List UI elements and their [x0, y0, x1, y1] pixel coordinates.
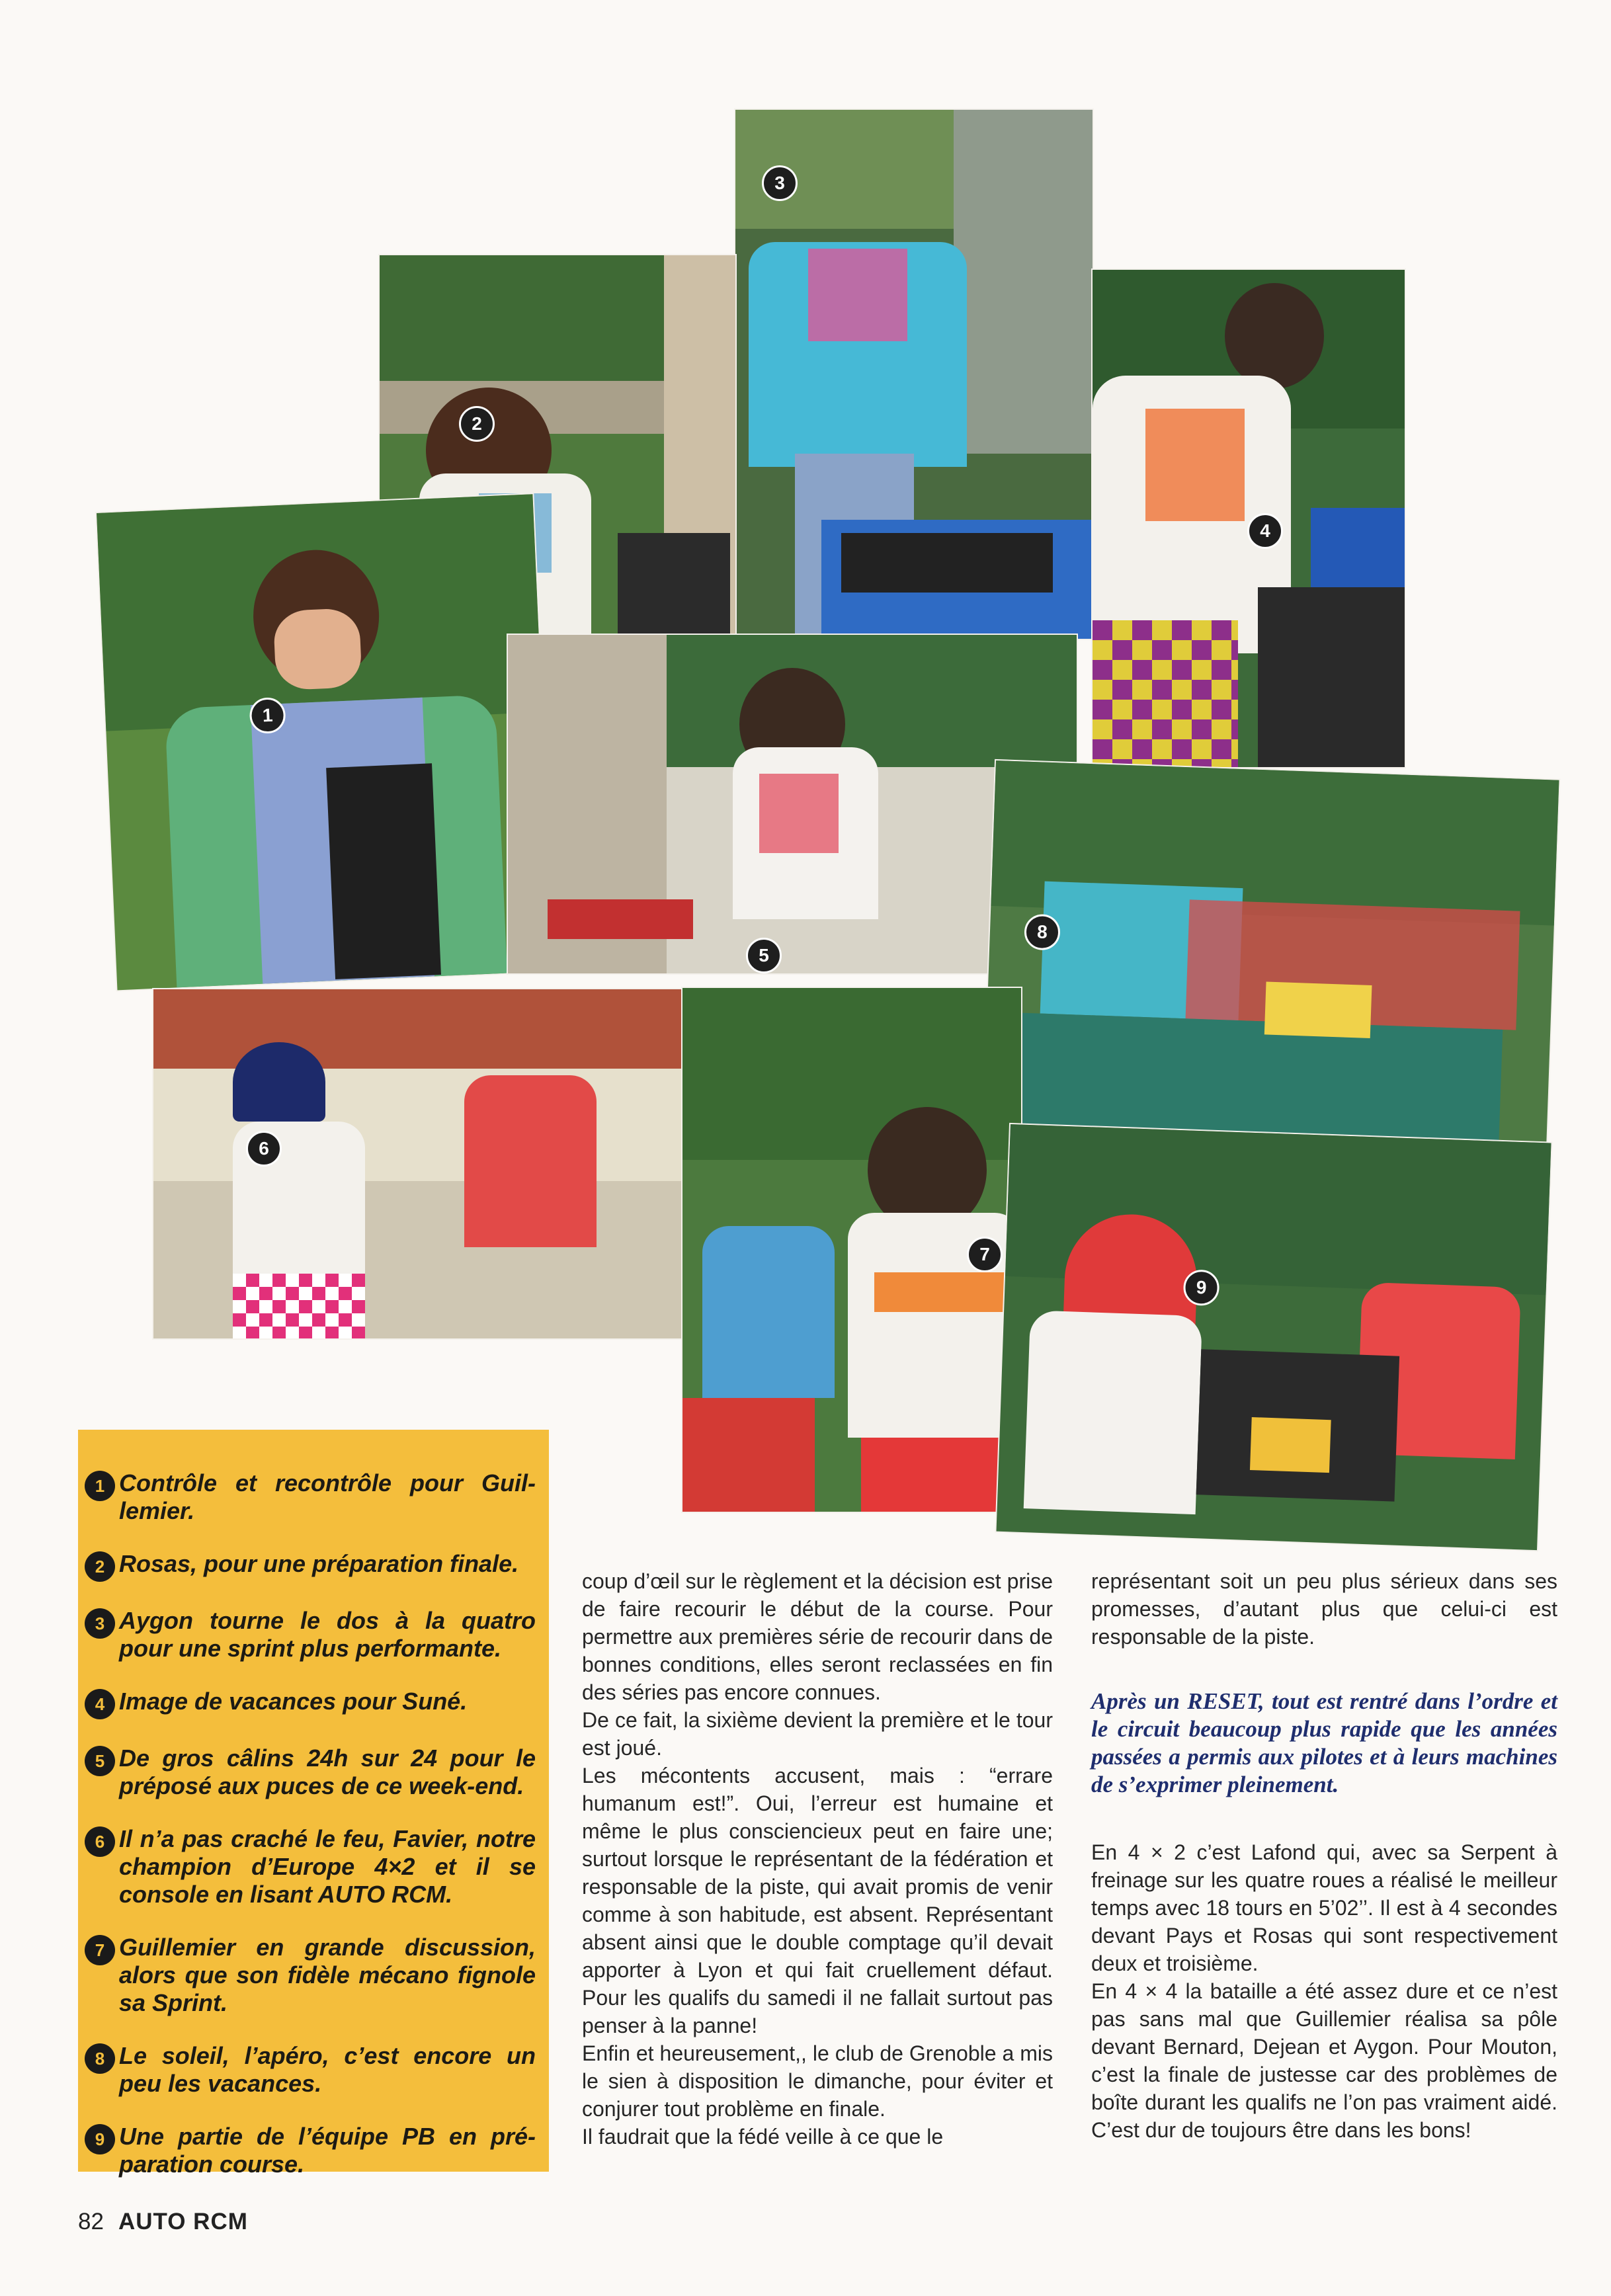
- caption-text: Il n’a pas craché le feu, Favier, notre champion d’Europe 4×2 et il se console en lisant AUTO RCM.: [119, 1825, 536, 1908]
- article-paragraph: Les mécontents accusent, mais : “errare humanum est!”. Oui, l’erreur est humaine et même le plus consciencieux peut en faire une; surtout lorsque le représentant de la fédération et responsable de la piste, qui avait promis de venir comme à son habitude, est absent. Représentant absent ainsi que le double comptage qu’il devait apporter à Lyon et qui fait cruellement défaut. Pour les qualifs du samedi il ne fallait surtout pas penser à la panne!: [582, 1764, 1053, 2037]
- page-footer: [78, 2209, 248, 2235]
- caption-text: Contrôle et recontrôle pour Guillemier.: [119, 1469, 536, 1524]
- caption-7: [85, 1934, 536, 2017]
- caption-5: [85, 1744, 536, 1800]
- photo-number-6: 6: [246, 1131, 282, 1167]
- caption-text: De gros câlins 24h sur 24 pour le préposé aux puces de ce week-end.: [119, 1744, 536, 1799]
- caption-text: Guillemier en grande discussion, alors que son fidèle mécano fignole sa Sprint.: [119, 1934, 536, 2016]
- photo-number-4: 4: [1247, 513, 1283, 549]
- caption-number: 9: [85, 2124, 115, 2154]
- caption-number: 8: [85, 2043, 115, 2074]
- caption-text: Rosas, pour une préparation finale.: [119, 1550, 519, 1577]
- article-paragraph: Il faudrait que la fédé veille à ce que le: [582, 2125, 944, 2149]
- caption-4: [85, 1688, 536, 1719]
- caption-3: [85, 1607, 536, 1662]
- article-paragraph: Enfin et heureusement,, le club de Grenoble a mis le sien à disposition le dimanche, pour éviter et conjurer tout problème en finale.: [582, 2041, 1053, 2121]
- caption-8: [85, 2042, 536, 2098]
- photo-8: [982, 760, 1559, 1176]
- article-paragraph: coup d’œil sur le règlement et la décision est prise de faire recourir le début de la course. Pour permettre aux premières série de recourir dans de bonnes conditions, elles seront reclassées en fin des séries pas encore connues.: [582, 1569, 1053, 1704]
- photo-3: [735, 110, 1093, 639]
- article-paragraph: En 4 × 4 la bataille a été assez dure et ce n’est pas sans mal que Guillemier réalisa sa pôle devant Bernard, Dejean et Aygon. Pour Mouton, c’est la finale de justesse car des problèmes de boîte durant les qualifs ne l’on pas vraiment aidé. C’est dur de toujours être dans les bons!: [1091, 1979, 1557, 2142]
- lead-paragraph: Après un RESET, tout est rentré dans l’ordre et le circuit beaucoup plus rapide que les années passées a permis aux pilotes et à leurs machines de s’exprimer pleinement.: [1091, 1688, 1557, 1797]
- caption-number: 4: [85, 1689, 115, 1719]
- caption-number: 6: [85, 1826, 115, 1857]
- photo-1: [97, 494, 554, 990]
- photo-7: [682, 988, 1021, 1512]
- page-number: 82: [78, 2209, 104, 2234]
- caption-number: 7: [85, 1935, 115, 1965]
- article-column-3: [1091, 1567, 1557, 2144]
- caption-number: 2: [85, 1551, 115, 1582]
- caption-9: [85, 2123, 536, 2178]
- photo-number-8: 8: [1024, 914, 1061, 951]
- article-paragraph: En 4 × 2 c’est Lafond qui, avec sa Serpent à freinage sur les quatre roues a réalisé le meilleur temps avec 18 tours en 5’02’’. Il est à 4 secondes devant Pays et Rosas qui sont respectivement deux et troisième.: [1091, 1840, 1557, 1975]
- photo-4: [1093, 270, 1405, 767]
- caption-text: Le soleil, l’apéro, c’est encore un peu les vacances.: [119, 2042, 536, 2097]
- magazine-name: AUTO RCM: [118, 2209, 248, 2234]
- caption-6: [85, 1825, 536, 1908]
- caption-1: [85, 1469, 536, 1525]
- caption-text: Aygon tourne le dos à la quatro pour une sprint plus performante.: [119, 1607, 536, 1662]
- article-paragraph: De ce fait, la sixième devient la première et le tour est joué.: [582, 1708, 1053, 1760]
- photo-number-7: 7: [967, 1237, 1003, 1272]
- caption-number: 5: [85, 1746, 115, 1776]
- photo-number-2: 2: [459, 406, 495, 442]
- photo-6: [153, 989, 684, 1338]
- photo-number-9: 9: [1183, 1269, 1220, 1306]
- photo-number-5: 5: [746, 938, 782, 973]
- caption-text: Une partie de l’équipe PB en préparation course.: [119, 2123, 536, 2178]
- caption-text: Image de vacances pour Suné.: [119, 1688, 468, 1715]
- article-column-2: [582, 1567, 1053, 2151]
- photo-number-1: 1: [249, 697, 286, 734]
- caption-box: [78, 1430, 549, 2178]
- caption-2: [85, 1550, 536, 1582]
- caption-number: 1: [85, 1471, 115, 1501]
- caption-number: 3: [85, 1608, 115, 1639]
- photo-number-3: 3: [762, 165, 798, 201]
- photo-9: [997, 1124, 1551, 1550]
- article-paragraph: représentant soit un peu plus sérieux dans ses promesses, d’autant plus que celui-ci est responsable de la piste.: [1091, 1569, 1557, 1649]
